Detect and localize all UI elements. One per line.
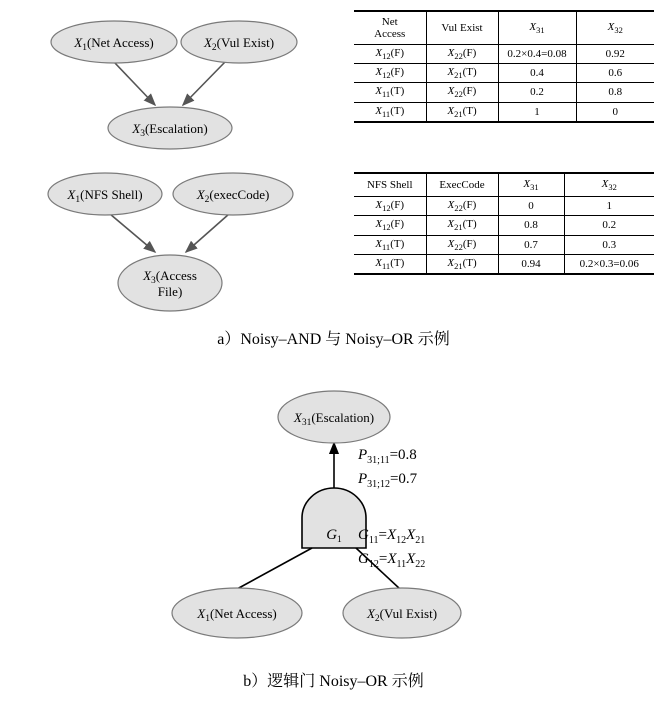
cell-x31-value: 1 (498, 102, 576, 122)
table-row (354, 102, 654, 122)
edge-gate-to-x1 (237, 548, 312, 589)
cell-x32-value: 0 (576, 102, 654, 122)
cell-condition-1: $X_{11}(T)$ (354, 83, 426, 102)
node-b-x2-vul-exist-label: $X_2(Vul$ Exist) (366, 606, 438, 624)
cell-x31-value: 0.2 (498, 83, 576, 102)
node-x31-escalation-label: $X_{31}(Escalation)$ (293, 410, 375, 428)
table-row (354, 216, 654, 235)
cell-condition-1: $X_{12}(F)$ (354, 64, 426, 83)
cell-x32-value: 0.8 (576, 83, 654, 102)
cell-condition-2: $X_{21}(T)$ (426, 216, 498, 235)
edge-exec-to-access (186, 214, 229, 252)
header-x31: $X_{31}$ (498, 11, 576, 45)
cell-x31-value: 0 (498, 197, 564, 216)
cell-condition-2: $X_{21}(T)$ (426, 102, 498, 122)
edge-x1-to-x3 (114, 62, 155, 105)
cell-x32-value: 0.92 (576, 45, 654, 64)
table-header-row (354, 173, 654, 197)
node-x3-access-file-label: $X_3(Access$ (143, 268, 197, 286)
cell-x31-value: 0.4 (498, 64, 576, 83)
node-b-x1-net-access-label: $X_1(Net$ Access) (197, 606, 277, 624)
cell-x31-value: 0.2×0.4=0.08 (498, 45, 576, 64)
cell-condition-2: $X_{22}(F)$ (426, 83, 498, 102)
table-row (354, 235, 654, 254)
table-noisy-and (354, 10, 654, 123)
gate-g1-label: $G_1$ (326, 527, 342, 545)
header-exec-code: ExecCode (426, 173, 498, 197)
node-x1-net-access-label: $X_1(Net$ Access) (74, 35, 154, 53)
header-net-access: Net Access (354, 11, 426, 45)
table-noisy-or (354, 172, 654, 275)
cell-x31-value: 0.94 (498, 254, 564, 274)
cell-condition-2: $X_{22}(F)$ (426, 197, 498, 216)
node-x2-exec-code-label: $X_2(execCode)$ (196, 187, 270, 205)
node-x1-nfs-shell-label: $X_1(NFS$ Shell) (67, 187, 143, 205)
cell-condition-1: $X_{11}(T)$ (354, 235, 426, 254)
caption-figure-b: b）逻辑门 Noisy–OR 示例 (243, 673, 424, 690)
node-x3-access-file-label2: File) (157, 284, 183, 299)
cell-condition-2: $X_{22}(F)$ (426, 45, 498, 64)
node-x2-vul-exist-label: $X_2(Vul$ Exist) (203, 35, 275, 53)
cell-condition-1: $X_{12}(F)$ (354, 216, 426, 235)
header-vul-exist: Vul Exist (426, 11, 498, 45)
gate-equation-g11: $G_{11}=X_{12}X_{21}$ (358, 527, 426, 546)
cell-x32-value: 0.2 (564, 216, 654, 235)
cell-x32-value: 0.6 (576, 64, 654, 83)
cell-x32-value: 0.3 (564, 235, 654, 254)
cell-x32-value: 0.2×0.3=0.06 (564, 254, 654, 274)
gate-equation-g12: $G_{12}=X_{11}X_{22}$ (358, 551, 426, 570)
edge-x2-to-x3 (183, 62, 225, 105)
cell-x31-value: 0.7 (498, 235, 564, 254)
cell-condition-1: $X_{12}(F)$ (354, 197, 426, 216)
diagram-a-top (51, 21, 297, 149)
cell-condition-2: $X_{21}(T)$ (426, 64, 498, 83)
header-x31: $X_{31}$ (498, 173, 564, 197)
cell-condition-2: $X_{21}(T)$ (426, 254, 498, 274)
cell-x31-value: 0.8 (498, 216, 564, 235)
diagram-b (172, 391, 461, 638)
header-nfs-shell: NFS Shell (354, 173, 426, 197)
table-row (354, 45, 654, 64)
cell-condition-1: $X_{11}(T)$ (354, 102, 426, 122)
table-header-row (354, 11, 654, 45)
caption-figure-a: a）Noisy–AND 与 Noisy–OR 示例 (217, 331, 450, 348)
header-x32: $X_{32}$ (564, 173, 654, 197)
table-row (354, 197, 654, 216)
header-x32: $X_{32}$ (576, 11, 654, 45)
node-x3-access-file (118, 255, 222, 311)
edge-nfs-to-access (110, 214, 155, 252)
table-row (354, 254, 654, 274)
prob-label-p31-11: $P_{31;11}=0.8$ (358, 447, 417, 466)
diagram-a-bottom (48, 173, 293, 311)
cell-condition-1: $X_{12}(F)$ (354, 45, 426, 64)
cell-x32-value: 1 (564, 197, 654, 216)
table-row (354, 64, 654, 83)
cell-condition-1: $X_{11}(T)$ (354, 254, 426, 274)
prob-label-p31-12: $P_{31;12}=0.7$ (358, 471, 418, 490)
cell-condition-2: $X_{22}(F)$ (426, 235, 498, 254)
table-row (354, 83, 654, 102)
node-x3-escalation-label: $X_3(Escalation)$ (132, 121, 208, 139)
